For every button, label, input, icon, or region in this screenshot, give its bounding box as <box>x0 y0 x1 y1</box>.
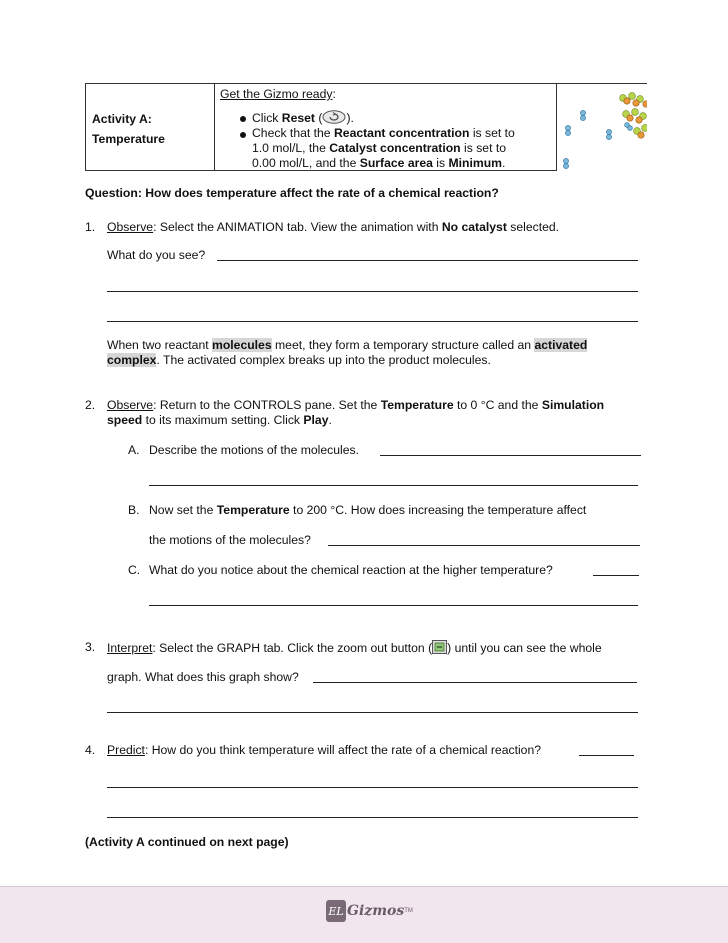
q1-number: 1. <box>85 220 96 234</box>
molecules-thumbnail <box>557 83 647 172</box>
molecules-icon <box>557 84 647 172</box>
answer-line[interactable] <box>328 545 640 546</box>
q2c-text: What do you notice about the chemical reaction at the higher temperature? <box>149 563 553 577</box>
bullet-dot <box>240 132 246 138</box>
bullet-check-line3: 0.00 mol/L, and the Surface area is Minimum. <box>252 156 506 170</box>
answer-line[interactable] <box>107 787 638 788</box>
q2-number: 2. <box>85 398 96 412</box>
q3-instruction-line1: Interpret: Select the GRAPH tab. Click the zoom out button ( ) until you can see the whole <box>107 641 602 655</box>
answer-line[interactable] <box>313 682 637 683</box>
q2c-label: C. <box>128 563 141 577</box>
q2b-text-line2: the motions of the molecules? <box>149 533 311 547</box>
answer-line[interactable] <box>107 321 638 322</box>
q1-instruction: Observe: Select the ANIMATION tab. View the animation with No catalyst selected. <box>107 220 560 234</box>
q3-number: 3. <box>85 640 96 654</box>
activity-label: Activity A: <box>92 112 152 126</box>
q4-instruction: Predict: How do you think temperature will affect the rate of a chemical reaction? <box>107 743 542 757</box>
q2a-text: Describe the motions of the molecules. <box>149 443 359 457</box>
q2b-label: B. <box>128 503 140 517</box>
bullet-check-line2: 1.0 mol/L, the Catalyst concentration is set to <box>252 141 507 155</box>
bullet-dot <box>240 116 246 122</box>
bullet-check-line1: Check that the Reactant concentration is set to <box>252 126 515 140</box>
zoom-out-icon <box>432 640 447 654</box>
answer-line[interactable] <box>149 485 638 486</box>
logo-mark: EL <box>326 900 346 922</box>
q2a-label: A. <box>128 443 140 457</box>
reset-icon <box>322 110 346 124</box>
q1-prompt: What do you see? <box>107 248 206 262</box>
continued-note: (Activity A continued on next page) <box>85 835 289 849</box>
q4-number: 4. <box>85 743 96 757</box>
activity-cell <box>86 84 215 171</box>
q2b-text: Now set the Temperature to 200 °C. How does increasing the temperature affect <box>149 503 587 517</box>
answer-line[interactable] <box>107 817 638 818</box>
logo-trademark: TM <box>404 908 413 914</box>
answer-line[interactable] <box>380 455 641 456</box>
answer-line[interactable] <box>149 605 638 606</box>
logo-text: Gizmos <box>347 903 405 919</box>
q3-prompt: graph. What does this graph show? <box>107 670 299 684</box>
bullet-reset: Click Reset ( ). <box>252 111 354 125</box>
q2-instruction-line2: speed to its maximum setting. Click Play. <box>107 413 332 427</box>
q2-instruction-line1: Observe: Return to the CONTROLS pane. Set the Temperature to 0 °C and the Simulation <box>107 398 605 412</box>
main-question: Question: How does temperature affect the rate of a chemical reaction? <box>85 186 499 200</box>
gizmos-logo <box>326 898 413 924</box>
activity-name: Temperature <box>92 132 165 146</box>
gizmo-ready-title: Get the Gizmo ready: <box>220 87 336 101</box>
answer-line[interactable] <box>593 575 639 576</box>
answer-line[interactable] <box>579 755 634 756</box>
q1-note-line2: complex. The activated complex breaks up into the product molecules. <box>107 353 491 367</box>
answer-line[interactable] <box>217 260 638 261</box>
q1-note-line1: When two reactant molecules meet, they form a temporary structure called an activated <box>107 338 588 352</box>
answer-line[interactable] <box>107 712 638 713</box>
answer-line[interactable] <box>107 291 638 292</box>
